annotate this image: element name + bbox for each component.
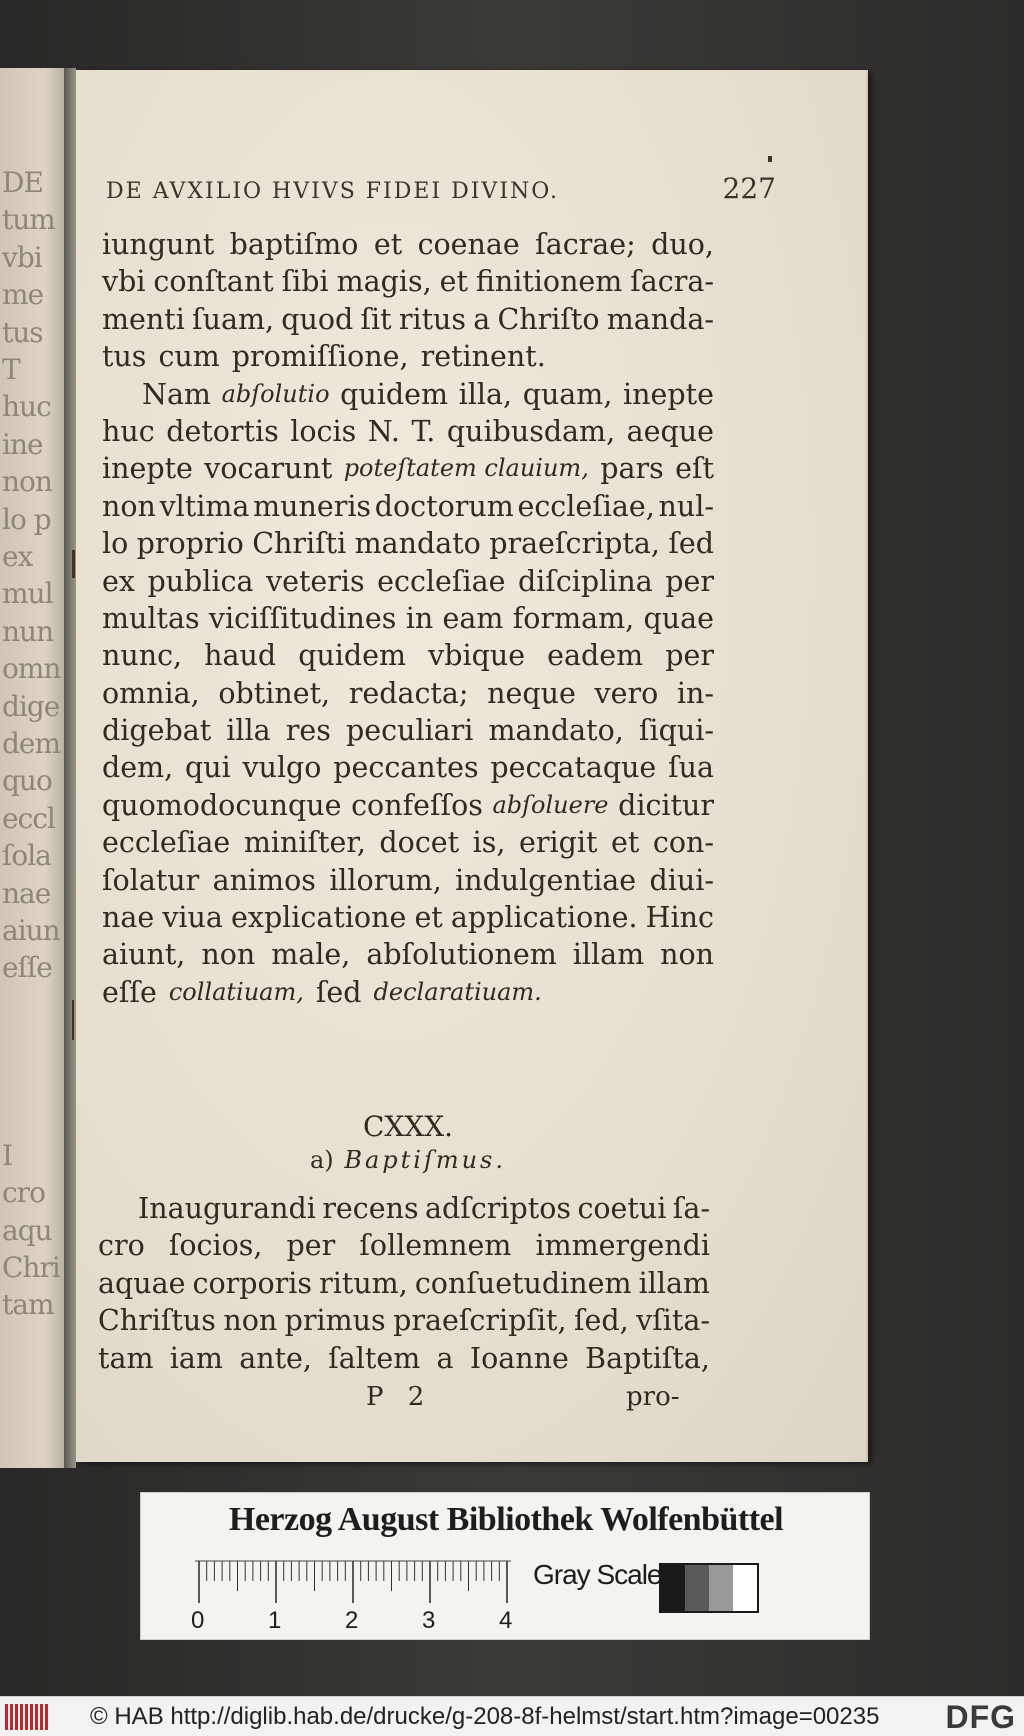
word: immergendi [535, 1229, 710, 1263]
word: vero [594, 676, 659, 710]
word: eccleſiae [377, 564, 506, 598]
word: vltima [159, 489, 250, 523]
word: docet [379, 826, 460, 860]
word: et [439, 265, 468, 299]
word: obtinet, [218, 676, 331, 710]
facing-page-fragment: nae [2, 876, 51, 910]
word: vulgo [242, 751, 322, 785]
word: is, [472, 826, 506, 860]
running-head-title: DE AVXILIO HVIVS FIDEI DIVINO. [106, 179, 560, 204]
word: multas [102, 601, 200, 635]
word: tam [98, 1341, 154, 1375]
word: redacta; [348, 676, 469, 710]
word: cro [98, 1229, 145, 1263]
word: peccantes [333, 751, 479, 785]
word: ante, [239, 1341, 312, 1375]
word: ſit [360, 302, 392, 336]
facing-page-fragment: nun [2, 614, 54, 648]
text-line [102, 450, 714, 487]
word: adſcriptos [425, 1192, 572, 1225]
word: N. [367, 414, 400, 448]
gray-scale-label: Gray Scale [533, 1559, 662, 1590]
text-line [102, 787, 714, 824]
section-prefix: a) [310, 1146, 334, 1174]
word: nul- [658, 489, 714, 523]
word: aiunt, [102, 938, 186, 972]
word: Chriſto [497, 302, 600, 336]
word: coetui [577, 1192, 667, 1225]
word: ritum, [319, 1266, 408, 1300]
facing-page-fragment: aqu [2, 1213, 52, 1247]
word: eſſe [102, 975, 157, 1009]
word: miniſter, [243, 826, 366, 860]
word: qui [184, 751, 231, 785]
facing-page-fragment: Chri [2, 1251, 60, 1284]
word: eccleſiae, [517, 489, 655, 523]
gray-swatch [685, 1565, 709, 1611]
gray-swatch [661, 1565, 685, 1611]
gray-swatch [733, 1565, 757, 1611]
word: huc [102, 414, 155, 448]
word: conſuetudinem [414, 1266, 632, 1300]
word: praeſcripſit, [393, 1304, 567, 1338]
word: quibusdam, [446, 414, 616, 448]
scale-number: 4 [499, 1607, 513, 1634]
hab-logo-icon [2, 1699, 50, 1735]
word: menti [102, 302, 185, 336]
word: magis, [336, 265, 432, 299]
signature-mark: P 2 [366, 1382, 433, 1412]
word: non [223, 1304, 278, 1338]
word: ſed [668, 527, 714, 561]
word: pars [600, 452, 664, 486]
book-page [76, 70, 866, 1462]
text-line [98, 1227, 710, 1264]
word: iungunt [102, 228, 215, 261]
facing-page-fragment: cro [2, 1176, 45, 1210]
word: abſoluere [492, 790, 609, 819]
word: illam [638, 1266, 710, 1300]
word: diſciplina [517, 564, 653, 598]
word: lo [102, 527, 129, 561]
word: quam, [522, 377, 613, 411]
logo-bar [5, 1704, 8, 1730]
logo-bar [30, 1704, 33, 1730]
word: eſt [675, 452, 714, 486]
word: neque [487, 676, 576, 710]
word: inepte [102, 452, 193, 486]
facing-page-fragment: vbi [2, 240, 42, 274]
word: inepte [623, 377, 714, 411]
word: Inaugurandi [138, 1192, 316, 1225]
margin-pen-mark [72, 550, 75, 578]
word: abſolutio [221, 379, 330, 408]
logo-bar [35, 1704, 38, 1730]
scale-number: 2 [345, 1607, 359, 1634]
scale-number: 0 [191, 1607, 205, 1634]
word: viciſſitudines [208, 601, 397, 635]
word: et [610, 826, 640, 860]
word: formam, [512, 601, 635, 635]
text-line [98, 1190, 710, 1227]
word: praeſcripta, [489, 527, 660, 561]
text-line [102, 936, 714, 973]
word: T. [411, 414, 436, 448]
facing-page-fragment: lo p [2, 502, 51, 536]
text-line [102, 525, 714, 562]
word: conſtant [153, 265, 274, 299]
word: erigit [519, 826, 598, 860]
word: animos [212, 863, 316, 897]
logo-bar [45, 1704, 48, 1730]
word: a [436, 1341, 454, 1375]
word: ſollemnem [359, 1229, 512, 1263]
word: retinent. [420, 340, 546, 374]
word: illa [226, 714, 271, 748]
facing-page-fragment: quo [2, 764, 52, 798]
word: coenae [417, 228, 520, 261]
logo-bar [40, 1704, 43, 1730]
dfg-logo: DFG [945, 1699, 1016, 1735]
word: quod [281, 302, 354, 336]
word: mandato [354, 527, 481, 561]
word: ſiqui- [638, 714, 714, 748]
word: illam [572, 938, 645, 972]
word: nae [102, 901, 155, 935]
word: omnia, [102, 676, 200, 710]
text-line [98, 1302, 710, 1339]
scale-number: 1 [268, 1607, 282, 1634]
facing-page-fragment: DE [2, 166, 43, 199]
body-text [102, 226, 714, 1011]
word: haud [204, 639, 277, 673]
scale-number: 3 [422, 1607, 436, 1634]
catchword: pro- [626, 1382, 680, 1412]
word: in [405, 601, 434, 635]
section-title-text: Baptiſmus. [344, 1146, 506, 1174]
word: per [665, 564, 714, 598]
word: diui- [649, 863, 714, 897]
facing-page-strip [0, 68, 64, 1468]
text-line [102, 563, 714, 600]
word: publica [147, 564, 254, 598]
word: in- [676, 676, 714, 710]
word: ritus [398, 302, 467, 336]
facing-page-fragment: I [2, 1138, 13, 1172]
section-number: CXXX. [362, 1110, 454, 1143]
scale-numbers [187, 1607, 527, 1637]
word: aquae [98, 1266, 186, 1300]
text-line [102, 226, 714, 263]
credit-link[interactable]: © HAB http://diglib.hab.de/drucke/g-208-8f-helmst/start.htm?image=00235 [90, 1702, 880, 1730]
word: muneris [253, 489, 372, 523]
word: non [102, 489, 156, 523]
word: proprio [136, 527, 244, 561]
logo-bar [10, 1704, 13, 1730]
word: aeque [626, 414, 714, 448]
logo-bar [20, 1704, 23, 1730]
text-line [102, 712, 714, 749]
logo-bar [15, 1704, 18, 1730]
facing-page-fragment: ſola [2, 839, 51, 873]
word: Hinc [645, 901, 714, 935]
word: cum [158, 340, 220, 374]
text-line [102, 862, 714, 899]
facing-page-fragment: eſſe [2, 951, 52, 985]
word: con- [652, 826, 714, 860]
text-line [102, 637, 714, 674]
word: applicatione. [450, 901, 638, 935]
word: dicitur [618, 788, 714, 822]
word: quae [643, 601, 714, 635]
margin-pen-mark [768, 156, 772, 162]
facing-page-fragment: ex [2, 540, 33, 573]
word: per [286, 1229, 336, 1263]
word: Nam [142, 377, 211, 411]
word: eam [442, 601, 504, 635]
text-line [98, 1340, 710, 1377]
facing-page-fragment: non [2, 465, 52, 499]
facing-page-fragment: dem [2, 727, 61, 760]
word: eadem [547, 639, 644, 673]
word: corporis [192, 1266, 313, 1300]
word: detortis [166, 414, 279, 448]
word: viua [162, 901, 223, 935]
word: poteſtatem clauium, [343, 454, 589, 483]
word: iam [169, 1341, 223, 1375]
logo-bar [25, 1704, 28, 1730]
word: vbi [102, 265, 146, 299]
text-line [102, 301, 714, 338]
word: ſed [315, 975, 362, 1009]
word: illorum, [329, 863, 442, 897]
word: a [473, 302, 491, 336]
facing-page-fragment: tus [2, 315, 43, 349]
word: dem, [102, 751, 174, 785]
text-line [102, 749, 714, 786]
text-line [102, 338, 714, 375]
word: Ioanne [469, 1341, 569, 1375]
facing-page-fragment: ine [2, 427, 43, 461]
word: ſaltem [328, 1341, 421, 1375]
word: illa, [458, 377, 513, 411]
word: ſacrae; [535, 228, 636, 261]
word: locis [290, 414, 357, 448]
text-line [98, 1265, 710, 1302]
word: manda- [606, 302, 714, 336]
word: ex [102, 564, 135, 598]
facing-page-fragment: aiun [2, 914, 60, 947]
word: recens [322, 1192, 419, 1225]
text-line [102, 974, 714, 1011]
color-reference-card [140, 1492, 870, 1640]
facing-page-fragment: dige [2, 689, 60, 723]
word: veteris [265, 564, 365, 598]
word: primus [284, 1304, 386, 1338]
text-line [102, 263, 714, 300]
margin-pen-mark [72, 1000, 74, 1040]
word: ſed, [573, 1304, 629, 1338]
word: baptiſmo [229, 228, 359, 261]
word: ſua [668, 751, 714, 785]
word: tus [102, 340, 147, 374]
text-line [102, 413, 714, 450]
word: declaratiuam. [373, 977, 542, 1006]
running-head [106, 172, 776, 216]
word: abſolutionem [366, 938, 557, 972]
facing-page-fragment: eccl [2, 801, 55, 835]
word: promiſſione, [231, 340, 409, 374]
text-line [102, 488, 714, 525]
credit-bar [0, 1696, 1024, 1736]
word: ſacra- [630, 265, 714, 299]
word: collatiuam, [168, 977, 304, 1006]
page-number: 227 [722, 172, 776, 205]
word: indulgentiae [455, 863, 637, 897]
word: peculiari [346, 714, 474, 748]
word: doctorum [374, 489, 514, 523]
word: explicatione [231, 901, 407, 935]
scale-ticks [199, 1561, 507, 1603]
word: quidem [340, 377, 449, 411]
text-line [102, 899, 714, 936]
word: ſuam, [192, 302, 275, 336]
word: per [665, 639, 714, 673]
facing-page-fragment: tam [2, 1288, 54, 1322]
word: Chriſtus [98, 1304, 216, 1338]
word: ſocios, [168, 1229, 263, 1263]
word: male, [271, 938, 351, 972]
word: vſita- [636, 1304, 710, 1338]
measuring-scale [195, 1559, 511, 1605]
text-line [102, 824, 714, 861]
word: vocarunt [204, 452, 333, 486]
word: digebat [102, 714, 212, 748]
word: finitionem [475, 265, 623, 299]
word: ſolatur [102, 863, 200, 897]
word: quidem [298, 639, 407, 673]
word: et [414, 901, 443, 935]
word: vbique [428, 639, 526, 673]
word: nunc, [102, 639, 183, 673]
body-text-2 [98, 1190, 710, 1377]
word: res [285, 714, 331, 748]
library-name: Herzog August Bibliothek Wolfenbüttel [228, 1501, 784, 1538]
text-line [102, 675, 714, 712]
word: mandato, [488, 714, 624, 748]
word: non [201, 938, 256, 972]
section-title [102, 1146, 714, 1174]
word: Baptiſta, [585, 1341, 710, 1375]
word: Chriſti [252, 527, 347, 561]
facing-page-fragment: omn [2, 652, 61, 686]
gray-swatch [709, 1565, 733, 1611]
word: ſa- [672, 1192, 710, 1225]
text-line [102, 376, 714, 413]
page-gutter [64, 68, 76, 1468]
word: non [660, 938, 714, 972]
facing-page-fragment: mul [2, 577, 53, 611]
gray-scale-swatches [659, 1563, 759, 1613]
facing-page-fragment: huc [2, 390, 51, 424]
facing-page-fragment: me [2, 278, 44, 312]
word: ſibi [281, 265, 329, 299]
word: peccataque [490, 751, 657, 785]
word: et [373, 228, 403, 261]
word: confeſſos [351, 788, 483, 822]
word: duo, [651, 228, 714, 261]
facing-page-fragment: T [2, 353, 20, 386]
text-line [102, 600, 714, 637]
word: quomodocunque [102, 788, 342, 822]
word: eccleſiae [102, 826, 231, 860]
facing-page-fragment: tum [2, 203, 55, 237]
